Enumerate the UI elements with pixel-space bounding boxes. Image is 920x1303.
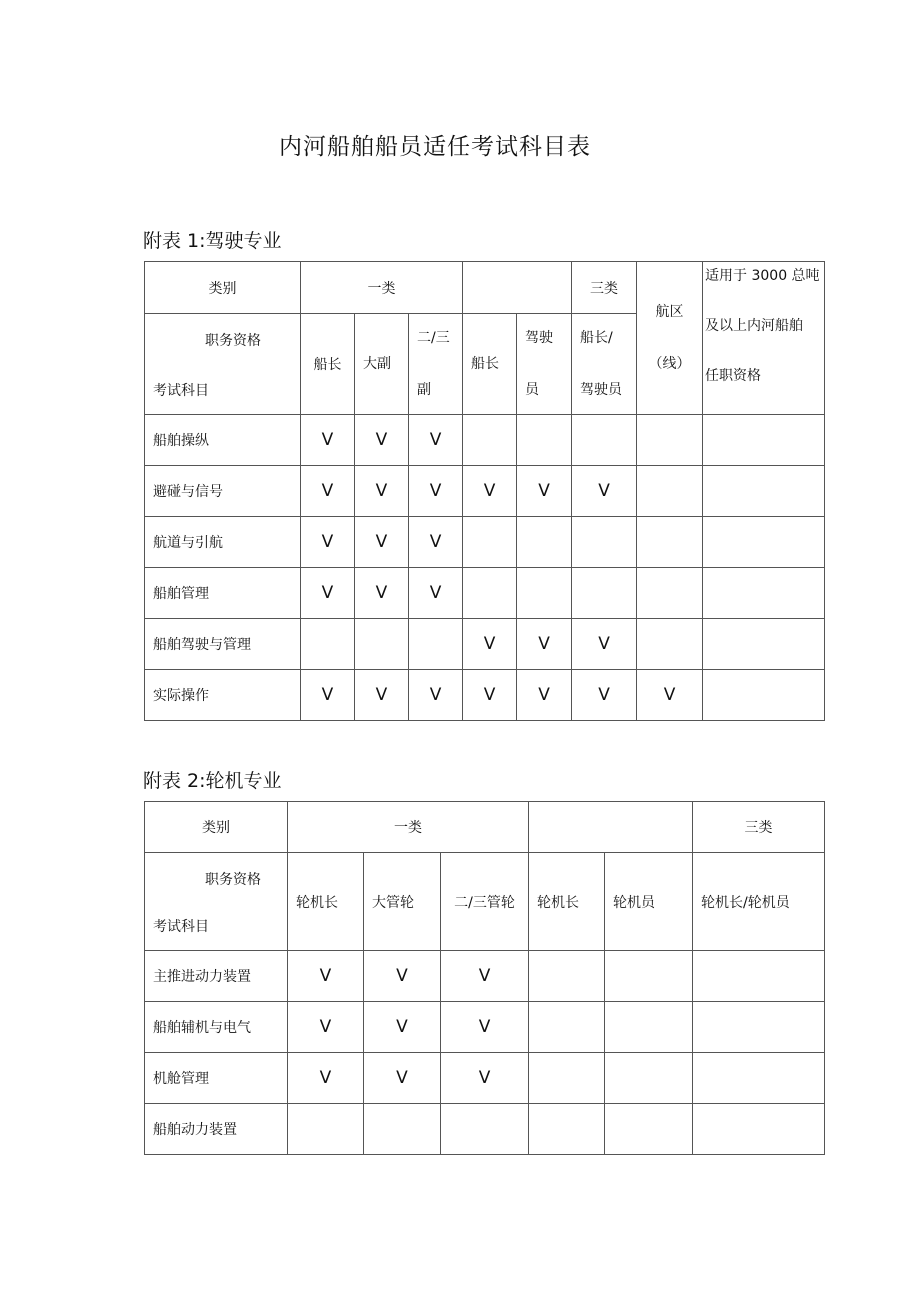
- check-cell: [703, 670, 825, 721]
- check-cell: V: [301, 517, 355, 568]
- check-cell: [517, 517, 572, 568]
- class1-header: 一类: [288, 802, 529, 853]
- class2-header: [463, 262, 572, 314]
- corner-position-label: 职务资格: [205, 872, 261, 888]
- class3-captain-pilot-col-header: [572, 314, 637, 415]
- second-third-mate-line2: 副: [417, 382, 431, 398]
- subject-cell: 主推进动力装置: [145, 951, 288, 1002]
- check-cell: V: [463, 619, 517, 670]
- check-cell: V: [463, 670, 517, 721]
- check-cell: [637, 415, 703, 466]
- table-row: [145, 1053, 825, 1104]
- check-cell: V: [409, 568, 463, 619]
- class3-captain-line1: 船长/: [580, 330, 613, 346]
- check-cell: [703, 568, 825, 619]
- table2-body: [145, 951, 825, 1155]
- check-cell: [605, 1104, 693, 1155]
- table-row: [145, 619, 825, 670]
- check-cell: [463, 568, 517, 619]
- check-cell: V: [463, 466, 517, 517]
- table1-body: [145, 415, 825, 721]
- table-row: [145, 568, 825, 619]
- table2-caption: 附表 2:轮机专业: [143, 770, 282, 792]
- second-third-mate-line1: 二/三: [417, 330, 450, 346]
- check-cell: [572, 415, 637, 466]
- check-cell: V: [364, 1002, 441, 1053]
- subject-cell: 船舶动力装置: [145, 1104, 288, 1155]
- check-cell: V: [301, 568, 355, 619]
- class3-header: 三类: [572, 262, 637, 314]
- note-line2: 及以上内河船舶: [705, 318, 804, 334]
- corner-header: [145, 314, 301, 415]
- check-cell: [463, 415, 517, 466]
- check-cell: [529, 1104, 605, 1155]
- check-cell: [517, 568, 572, 619]
- corner-position-label: 职务资格: [205, 333, 261, 350]
- corner-header: [145, 853, 288, 951]
- check-cell: V: [409, 466, 463, 517]
- check-cell: V: [301, 466, 355, 517]
- check-cell: V: [355, 466, 409, 517]
- captain-col-header: 船长: [301, 314, 355, 415]
- engineer-col-header: 轮机员: [605, 853, 693, 951]
- class3-engineer-col-header: 轮机长/轮机员: [693, 853, 825, 951]
- check-cell: [605, 1053, 693, 1104]
- check-cell: V: [355, 568, 409, 619]
- note-line3: 任职资格: [705, 368, 762, 384]
- check-cell: [637, 619, 703, 670]
- subject-cell: 船舶辅机与电气: [145, 1002, 288, 1053]
- check-cell: [441, 1104, 529, 1155]
- table-row: [145, 1104, 825, 1155]
- table-row: [145, 951, 825, 1002]
- check-cell: V: [364, 951, 441, 1002]
- chief-mate-col-header: 大副: [355, 314, 409, 415]
- class3-header: 三类: [693, 802, 825, 853]
- check-cell: [529, 1053, 605, 1104]
- class2-chief-engineer-col-header: 轮机长: [529, 853, 605, 951]
- check-cell: [693, 1002, 825, 1053]
- applicability-note: [703, 262, 825, 415]
- table-row: [145, 670, 825, 721]
- check-cell: [693, 1104, 825, 1155]
- check-cell: [703, 517, 825, 568]
- check-cell: [605, 951, 693, 1002]
- check-cell: V: [364, 1053, 441, 1104]
- check-cell: V: [288, 1002, 364, 1053]
- check-cell: V: [409, 670, 463, 721]
- class3-captain-line2: 驾驶员: [580, 382, 623, 398]
- check-cell: [605, 1002, 693, 1053]
- table-row: [145, 415, 825, 466]
- subject-cell: 实际操作: [145, 670, 301, 721]
- check-cell: [529, 1002, 605, 1053]
- check-cell: V: [288, 1053, 364, 1104]
- check-cell: V: [637, 670, 703, 721]
- navigation-area-header: [637, 262, 703, 415]
- subject-cell: 航道与引航: [145, 517, 301, 568]
- navigation-area-label: 航区: [655, 304, 684, 320]
- check-cell: [355, 619, 409, 670]
- check-cell: [572, 517, 637, 568]
- subject-cell: 船舶驾驶与管理: [145, 619, 301, 670]
- pilot-line2: 员: [525, 382, 540, 398]
- class2-captain-col-header: 船长: [463, 314, 517, 415]
- check-cell: V: [409, 415, 463, 466]
- category-header: 类别: [145, 802, 288, 853]
- check-cell: V: [517, 670, 572, 721]
- note-line1: 适用于 3000 总吨: [705, 268, 820, 284]
- check-cell: [288, 1104, 364, 1155]
- table1-header-row: [145, 262, 825, 314]
- table2-header-row: [145, 802, 825, 853]
- subject-cell: 船舶管理: [145, 568, 301, 619]
- check-cell: V: [355, 670, 409, 721]
- check-cell: V: [572, 619, 637, 670]
- deck-subjects-table: [144, 261, 825, 721]
- class1-header: 一类: [301, 262, 463, 314]
- check-cell: [693, 1053, 825, 1104]
- check-cell: V: [288, 951, 364, 1002]
- table1-caption: 附表 1:驾驶专业: [143, 230, 282, 252]
- pilot-line1: 驾驶: [525, 330, 554, 346]
- check-cell: [572, 568, 637, 619]
- check-cell: V: [409, 517, 463, 568]
- check-cell: [637, 517, 703, 568]
- check-cell: V: [301, 415, 355, 466]
- check-cell: V: [355, 415, 409, 466]
- corner-subject-label: 考试科目: [153, 919, 209, 935]
- class2-header: [529, 802, 693, 853]
- check-cell: [693, 951, 825, 1002]
- second-engineer-col-header: 大管轮: [364, 853, 441, 951]
- check-cell: [637, 466, 703, 517]
- check-cell: V: [517, 466, 572, 517]
- table-row: [145, 466, 825, 517]
- check-cell: [703, 415, 825, 466]
- check-cell: [409, 619, 463, 670]
- subject-cell: 避碰与信号: [145, 466, 301, 517]
- category-header: 类别: [145, 262, 301, 314]
- check-cell: [463, 517, 517, 568]
- check-cell: V: [441, 1002, 529, 1053]
- corner-subject-label: 考试科目: [153, 383, 209, 399]
- check-cell: V: [355, 517, 409, 568]
- check-cell: [364, 1104, 441, 1155]
- check-cell: [637, 568, 703, 619]
- page-title: 内河船舶船员适任考试科目表: [279, 134, 591, 160]
- check-cell: [517, 415, 572, 466]
- subject-cell: 机舱管理: [145, 1053, 288, 1104]
- table-row: [145, 1002, 825, 1053]
- check-cell: V: [517, 619, 572, 670]
- chief-engineer-col-header: 轮机长: [288, 853, 364, 951]
- navigation-area-label-line2: （线）: [648, 356, 691, 372]
- check-cell: V: [441, 951, 529, 1002]
- third-engineer-col-header: 二/三管轮: [441, 853, 529, 951]
- check-cell: [529, 951, 605, 1002]
- subject-cell: 船舶操纵: [145, 415, 301, 466]
- second-third-mate-col-header: [409, 314, 463, 415]
- check-cell: V: [301, 670, 355, 721]
- engine-subjects-table: [144, 801, 825, 1155]
- table-row: [145, 517, 825, 568]
- pilot-col-header: [517, 314, 572, 415]
- check-cell: V: [441, 1053, 529, 1104]
- check-cell: [301, 619, 355, 670]
- check-cell: [703, 619, 825, 670]
- check-cell: [703, 466, 825, 517]
- check-cell: V: [572, 466, 637, 517]
- table2-subheader-row: [145, 853, 825, 951]
- check-cell: V: [572, 670, 637, 721]
